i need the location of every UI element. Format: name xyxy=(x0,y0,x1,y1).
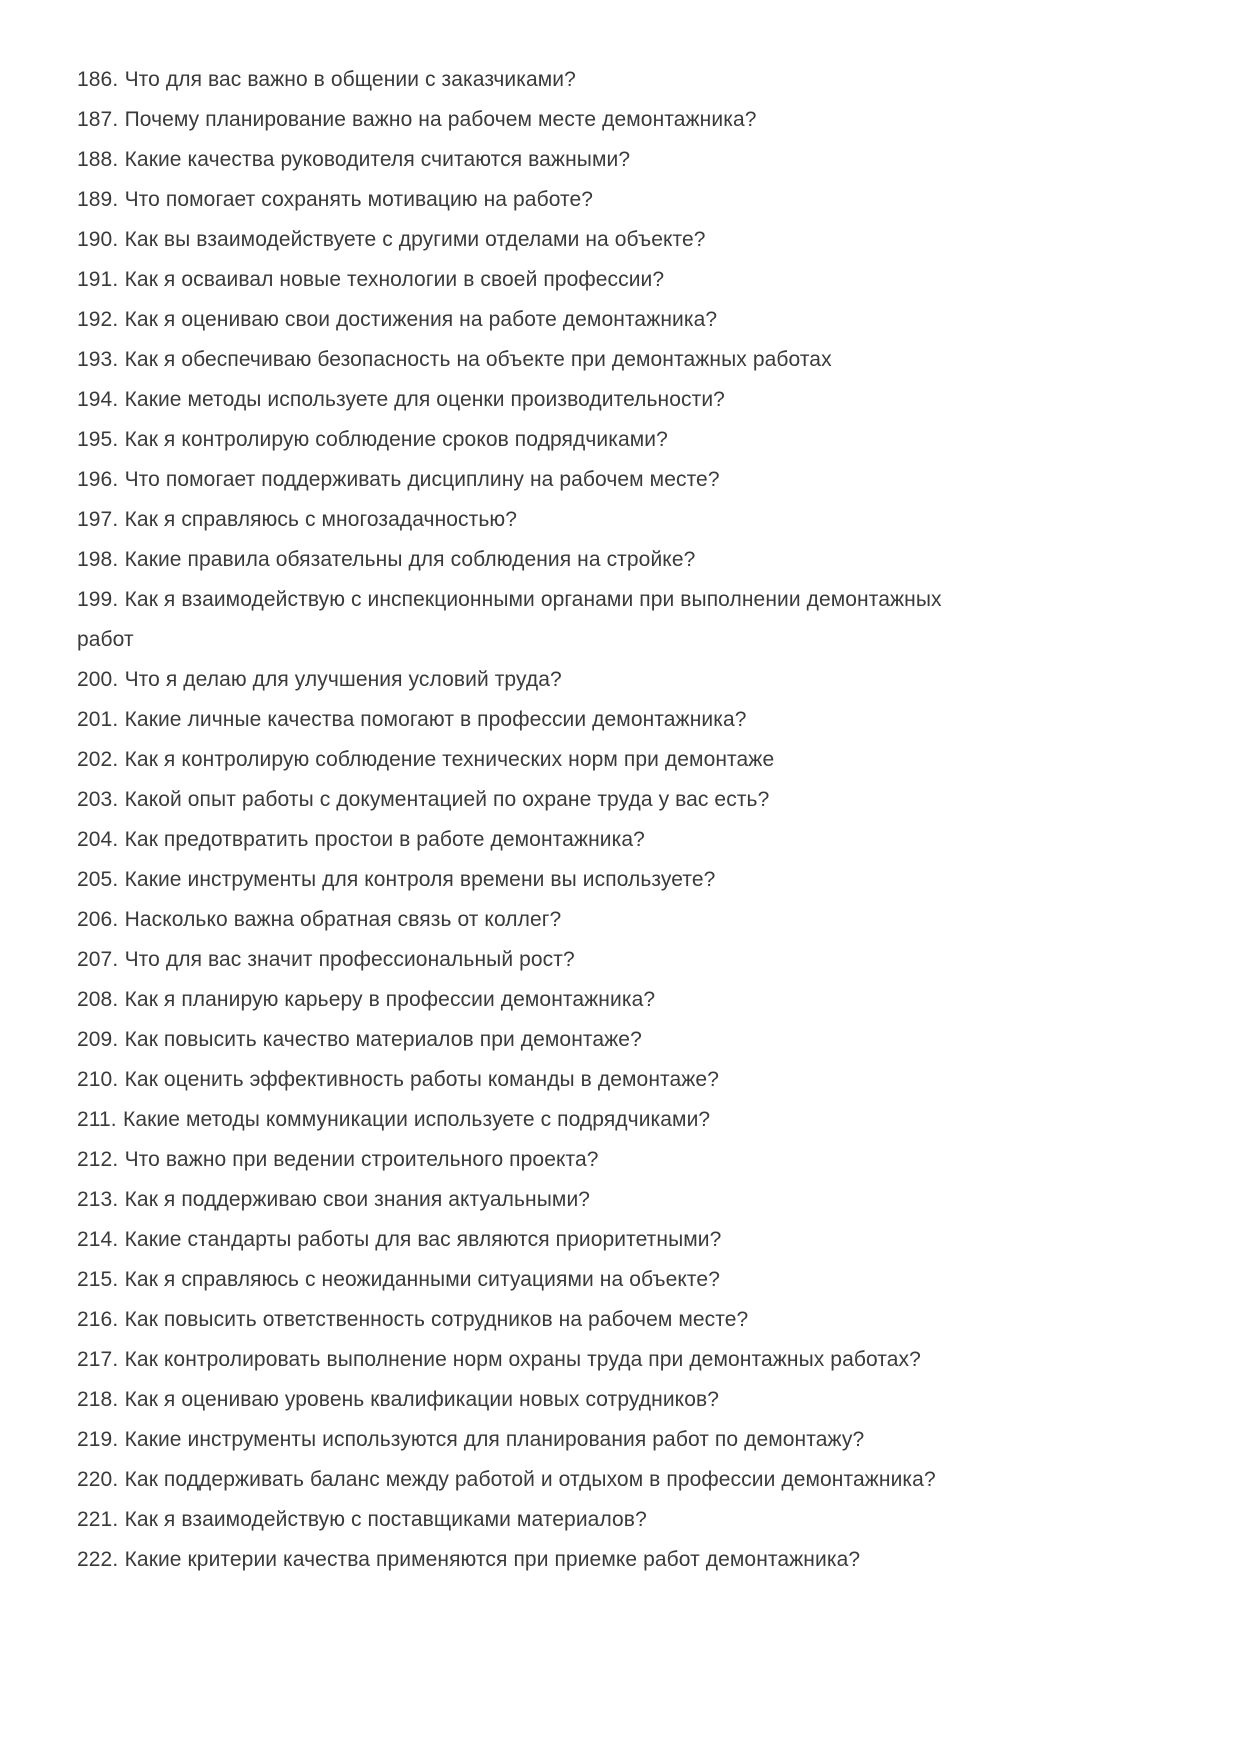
question-item xyxy=(77,700,1187,740)
question-number: 198. xyxy=(77,548,119,571)
question-item xyxy=(77,1100,1187,1140)
question-text: Как я планирую карьеру в профессии демонтажника? xyxy=(124,988,656,1011)
question-number: 206. xyxy=(77,908,119,931)
question-number: 213. xyxy=(77,1188,119,1211)
question-item xyxy=(77,740,1187,780)
question-text: Что помогает сохранять мотивацию на работе? xyxy=(124,188,594,211)
question-text: Как повысить качество материалов при демонтаже? xyxy=(124,1028,642,1051)
question-number: 195. xyxy=(77,428,119,451)
question-item xyxy=(77,1460,1187,1500)
question-item xyxy=(77,500,1187,540)
question-number: 205. xyxy=(77,868,119,891)
question-number: 194. xyxy=(77,388,119,411)
question-number: 207. xyxy=(77,948,119,971)
question-item xyxy=(77,180,1187,220)
question-item xyxy=(77,420,1187,460)
question-text: Что я делаю для улучшения условий труда? xyxy=(124,668,562,691)
question-text: Как вы взаимодействуете с другими отделами на объекте? xyxy=(124,228,706,251)
question-number: 188. xyxy=(77,148,119,171)
question-item xyxy=(77,1020,1187,1060)
question-item xyxy=(77,860,1187,900)
question-text: Какие качества руководителя считаются важными? xyxy=(124,148,631,171)
question-number: 199. xyxy=(77,588,119,611)
question-item xyxy=(77,460,1187,500)
question-number: 190. xyxy=(77,228,119,251)
question-text: Как я справляюсь с неожиданными ситуациями на объекте? xyxy=(124,1268,720,1291)
question-text: Какие методы коммуникации используете с подрядчиками? xyxy=(123,1108,711,1131)
question-text-continuation: работ xyxy=(77,628,134,651)
question-text: Как предотвратить простои в работе демонтажника? xyxy=(124,828,645,851)
question-item xyxy=(77,580,1187,660)
question-number: 203. xyxy=(77,788,119,811)
question-item xyxy=(77,1220,1187,1260)
question-number: 212. xyxy=(77,1148,119,1171)
question-number: 189. xyxy=(77,188,119,211)
question-text: Какие критерии качества применяются при приемке работ демонтажника? xyxy=(124,1548,861,1571)
question-text: Какие стандарты работы для вас являются приоритетными? xyxy=(124,1228,722,1251)
question-item xyxy=(77,980,1187,1020)
questions-list xyxy=(77,60,1187,1580)
question-item xyxy=(77,1180,1187,1220)
question-text: Как повысить ответственность сотрудников на рабочем месте? xyxy=(124,1308,749,1331)
question-item xyxy=(77,1140,1187,1180)
question-item xyxy=(77,1260,1187,1300)
question-item xyxy=(77,260,1187,300)
question-number: 222. xyxy=(77,1548,119,1571)
question-text: Как я справляюсь с многозадачностью? xyxy=(124,508,518,531)
question-number: 210. xyxy=(77,1068,119,1091)
question-item xyxy=(77,1340,1187,1380)
question-item xyxy=(77,1420,1187,1460)
question-number: 196. xyxy=(77,468,119,491)
question-item xyxy=(77,780,1187,820)
question-text: Как я осваивал новые технологии в своей профессии? xyxy=(124,268,665,291)
question-number: 208. xyxy=(77,988,119,1011)
question-text: Какие личные качества помогают в профессии демонтажника? xyxy=(124,708,747,731)
question-item xyxy=(77,340,1187,380)
question-item xyxy=(77,1540,1187,1580)
question-text: Какие инструменты для контроля времени вы используете? xyxy=(124,868,716,891)
question-number: 214. xyxy=(77,1228,119,1251)
question-item xyxy=(77,380,1187,420)
question-number: 197. xyxy=(77,508,119,531)
question-number: 209. xyxy=(77,1028,119,1051)
question-item xyxy=(77,100,1187,140)
question-text: Насколько важна обратная связь от коллег? xyxy=(124,908,562,931)
question-item xyxy=(77,900,1187,940)
question-text: Что помогает поддерживать дисциплину на рабочем месте? xyxy=(124,468,720,491)
question-number: 220. xyxy=(77,1468,119,1491)
question-item xyxy=(77,1060,1187,1100)
question-text: Какие инструменты используются для планирования работ по демонтажу? xyxy=(124,1428,865,1451)
question-text: Какой опыт работы с документацией по охране труда у вас есть? xyxy=(124,788,770,811)
question-number: 202. xyxy=(77,748,119,771)
question-text: Что для вас значит профессиональный рост? xyxy=(124,948,575,971)
question-number: 217. xyxy=(77,1348,119,1371)
question-item xyxy=(77,660,1187,700)
question-number: 204. xyxy=(77,828,119,851)
question-text: Что важно при ведении строительного проекта? xyxy=(124,1148,599,1171)
question-text: Как я оцениваю свои достижения на работе демонтажника? xyxy=(124,308,718,331)
question-text: Что для вас важно в общении с заказчиками? xyxy=(124,68,576,91)
question-text: Как я контролирую соблюдение сроков подрядчиками? xyxy=(124,428,668,451)
question-item xyxy=(77,820,1187,860)
question-number: 187. xyxy=(77,108,119,131)
question-number: 193. xyxy=(77,348,119,371)
question-number: 200. xyxy=(77,668,119,691)
question-text: Как я обеспечиваю безопасность на объекте при демонтажных работах xyxy=(124,348,832,371)
question-item xyxy=(77,300,1187,340)
question-item xyxy=(77,540,1187,580)
question-number: 215. xyxy=(77,1268,119,1291)
question-text: Как поддерживать баланс между работой и отдыхом в профессии демонтажника? xyxy=(124,1468,936,1491)
question-number: 191. xyxy=(77,268,119,291)
question-item xyxy=(77,1300,1187,1340)
question-text: Как я контролирую соблюдение технических норм при демонтаже xyxy=(124,748,775,771)
question-text: Как я оцениваю уровень квалификации новых сотрудников? xyxy=(124,1388,720,1411)
question-text: Как оценить эффективность работы команды в демонтаже? xyxy=(124,1068,719,1091)
question-item xyxy=(77,940,1187,980)
question-item xyxy=(77,220,1187,260)
question-text: Какие методы используете для оценки производительности? xyxy=(124,388,725,411)
question-item xyxy=(77,60,1187,100)
question-text: Как контролировать выполнение норм охраны труда при демонтажных работах? xyxy=(124,1348,921,1371)
question-number: 218. xyxy=(77,1388,119,1411)
question-number: 216. xyxy=(77,1308,119,1331)
question-text: Как я взаимодействую с инспекционными органами при выполнении демонтажных xyxy=(124,588,942,611)
question-number: 186. xyxy=(77,68,119,91)
question-item xyxy=(77,140,1187,180)
question-text: Как я поддерживаю свои знания актуальными? xyxy=(124,1188,591,1211)
question-text: Почему планирование важно на рабочем месте демонтажника? xyxy=(124,108,757,131)
question-text: Какие правила обязательны для соблюдения на стройке? xyxy=(124,548,696,571)
question-number: 201. xyxy=(77,708,119,731)
question-item xyxy=(77,1380,1187,1420)
question-text: Как я взаимодействую с поставщиками материалов? xyxy=(124,1508,647,1531)
question-number: 219. xyxy=(77,1428,119,1451)
question-number: 192. xyxy=(77,308,119,331)
question-number: 221. xyxy=(77,1508,119,1531)
question-item xyxy=(77,1500,1187,1540)
question-number: 211. xyxy=(77,1108,117,1131)
